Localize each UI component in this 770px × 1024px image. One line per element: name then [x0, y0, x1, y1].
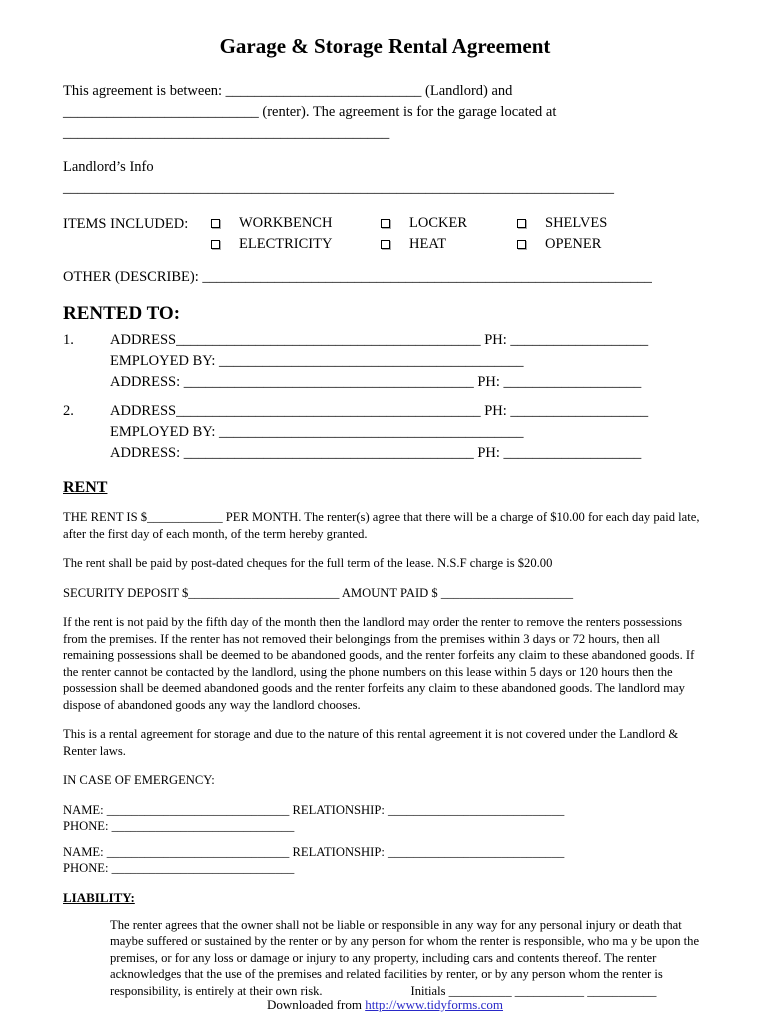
rent-heading: RENT [63, 479, 108, 496]
landlord-info-line: Landlord’s Info ____________________________________________________________________________ [63, 159, 614, 196]
rented-to-heading: RENTED TO: [63, 303, 181, 324]
shelves-checkbox[interactable] [517, 219, 526, 228]
items-included-section [63, 214, 707, 254]
intro-line-2: ___________________________ (renter). The agreement is for the garage located at [63, 104, 557, 120]
item-option-locker [381, 214, 517, 233]
intro-line-3: _____________________________________________ [63, 125, 390, 141]
emergency-contact-1 [63, 802, 707, 835]
emergency-2-phone-line: PHONE: _____________________________ [63, 861, 295, 875]
other-describe-line: OTHER (DESCRIBE): ______________________________________________________________ [63, 269, 652, 285]
security-deposit-line: SECURITY DEPOSIT $________________________ AMOUNT PAID $ _____________________ [63, 585, 574, 600]
emergency-heading: IN CASE OF EMERGENCY: [63, 773, 215, 787]
liability-paragraph [110, 917, 707, 1000]
emergency-1-name-line: NAME: _____________________________ RELATIONSHIP: ____________________________ [63, 802, 565, 817]
renter-1-number: 1. [63, 332, 74, 348]
heat-label: HEAT [409, 236, 447, 252]
liability-heading: LIABILITY: [63, 889, 135, 905]
renter-entry-1 [63, 330, 707, 393]
rent-amount-paragraph: THE RENT IS $____________ PER MONTH. The renter(s) agree that there will be a charge of $10.00 for each day paid late, after the first day of each month, of the term hereby granted. [63, 510, 700, 541]
renter-2-employed-line: EMPLOYED BY: __________________________________________ [110, 424, 524, 440]
renter-1-employed-line: EMPLOYED BY: __________________________________________ [110, 353, 524, 369]
renter-entry-2 [63, 401, 707, 464]
electricity-checkbox[interactable] [211, 240, 220, 249]
renter-2-number: 2. [63, 403, 74, 419]
tidyforms-link[interactable]: http://www.tidyforms.com [365, 997, 504, 1012]
opener-checkbox[interactable] [517, 240, 526, 249]
item-option-heat [381, 235, 517, 254]
items-included-grid [211, 214, 607, 254]
item-option-opener [517, 235, 607, 254]
emergency-contact-2 [63, 844, 707, 877]
locker-checkbox[interactable] [381, 219, 390, 228]
item-option-workbench [211, 214, 381, 233]
renter-2-lines [110, 401, 707, 464]
workbench-label: WORKBENCH [239, 215, 333, 231]
abandoned-goods-paragraph: If the rent is not paid by the fifth day of the month then the landlord may order the renter to remove the renters possessions from the premises. If the renter has not removed their belongings from the premises within 3 days or 72 hours, then all remaining possessions shall be deemed to be abandoned goods, and the renter forfeits any claim to these abandoned goods. If the renter cannot be contacted by the landlord, using the phone numbers on this lease within 5 days or 120 hours then the possession shall be deemed abandoned goods and the renter forfeits any claim to these abandoned goods. The landlord may dispose of abandoned goods any way the landlord chooses. [63, 615, 695, 712]
electricity-label: ELECTRICITY [239, 236, 333, 252]
renter-2-address2-line: ADDRESS: ________________________________________ PH: ___________________ [110, 445, 642, 461]
item-option-shelves [517, 214, 607, 233]
document-title: Garage & Storage Rental Agreement [219, 34, 551, 58]
initials-line: Initials __________ ___________ ___________ [410, 983, 657, 998]
item-option-electricity [211, 235, 381, 254]
renter-1-lines [110, 330, 707, 393]
storage-agreement-paragraph: This is a rental agreement for storage and due to the nature of this rental agreement it is not covered under the Landlord & Renter laws. [63, 727, 679, 758]
emergency-2-name-line: NAME: _____________________________ RELATIONSHIP: ____________________________ [63, 844, 565, 859]
renter-1-address-line: ADDRESS__________________________________________ PH: ___________________ [110, 332, 649, 348]
items-included-label: ITEMS INCLUDED: [63, 216, 189, 232]
page-footer [0, 997, 770, 1013]
emergency-1-phone-line: PHONE: _____________________________ [63, 819, 295, 833]
heat-checkbox[interactable] [381, 240, 390, 249]
renter-2-address-line: ADDRESS__________________________________________ PH: ___________________ [110, 403, 649, 419]
rent-cheques-paragraph: The rent shall be paid by post-dated cheques for the full term of the lease. N.S.F charge is $20.00 [63, 556, 553, 570]
intro-line-1: This agreement is between: ___________________________ (Landlord) and [63, 83, 513, 99]
footer-prefix: Downloaded from [266, 997, 366, 1012]
locker-label: LOCKER [409, 215, 467, 231]
opener-label: OPENER [545, 236, 602, 252]
renter-1-address2-line: ADDRESS: ________________________________________ PH: ___________________ [110, 374, 642, 390]
workbench-checkbox[interactable] [211, 219, 220, 228]
liability-text: The renter agrees that the owner shall not be liable or responsible in any way for any personal injury or death that maybe suffered or sustained by the renter or by any person for whom the renter is responsible, who ma y be upon the premises, or for any loss or damage or injury to any property, including cars and contents thereof. The renter acknowledges that the use of the premises and related facilities by renter, or by any person whom the renter is responsibility, is entirely at their own risk. [110, 917, 700, 998]
intro-paragraph [63, 81, 707, 144]
shelves-label: SHELVES [545, 215, 608, 231]
